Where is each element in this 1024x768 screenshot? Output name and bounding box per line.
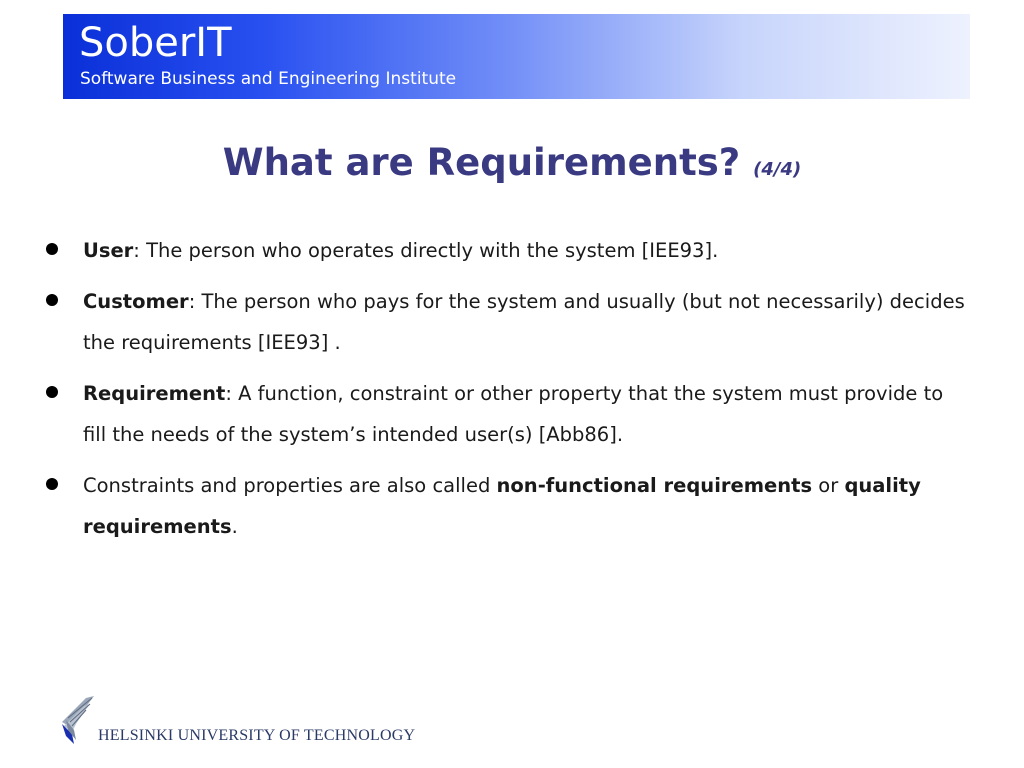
- header-banner: [63, 14, 970, 99]
- bullet-item-constraints: [40, 465, 970, 547]
- bullet-term-nonfunctional: non-functional requirements: [496, 474, 813, 497]
- slide-title-page: (4/4): [753, 159, 802, 180]
- bullet-item-user: [40, 230, 970, 271]
- bullet-term-quality: quality requirements: [83, 474, 921, 538]
- footer-institution: HELSINKI UNIVERSITY OF TECHNOLOGY: [98, 727, 416, 744]
- bullet-dot-icon: [46, 243, 58, 255]
- bullet-text: .: [231, 515, 238, 538]
- bullet-text: : The person who pays for the system and usually (but not necessarily) decides the requirements [IEE93] .: [83, 290, 965, 354]
- bullet-term: Customer: [83, 290, 189, 313]
- bullet-term: Requirement: [83, 382, 226, 405]
- bullet-item-requirement: [40, 373, 970, 455]
- bullet-dot-icon: [46, 294, 58, 306]
- bullet-dot-icon: [46, 478, 58, 490]
- hut-logo-icon: [58, 694, 98, 746]
- slide-title-main: What are Requirements?: [222, 141, 741, 184]
- bullet-item-customer: [40, 281, 970, 363]
- bullet-text: : A function, constraint or other property that the system must provide to fill the needs of the system’s intended user(s) [Abb86].: [83, 382, 944, 446]
- bullet-term: User: [83, 239, 134, 262]
- bullet-text: Constraints and properties are also called: [83, 474, 497, 497]
- brand-subtitle: Software Business and Engineering Institute: [80, 69, 457, 89]
- bullet-text: or: [812, 474, 845, 497]
- brand-name: SoberIT: [79, 20, 232, 66]
- bullet-text: : The person who operates directly with the system [IEE93].: [133, 239, 719, 262]
- bullet-dot-icon: [46, 386, 58, 398]
- slide-title: [0, 140, 1024, 193]
- bullet-list: [40, 230, 970, 557]
